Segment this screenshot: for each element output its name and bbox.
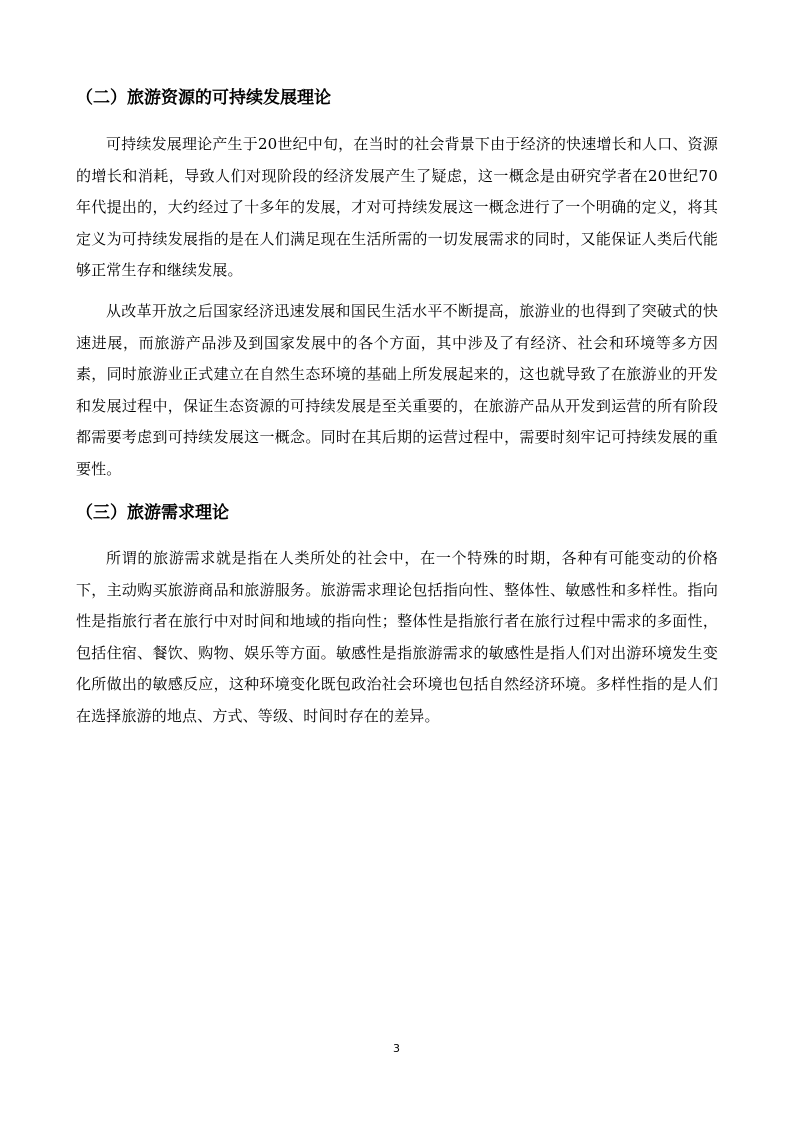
page-number: 3 xyxy=(393,1042,400,1055)
section-heading-sustainable-development: （二）旅游资源的可持续发展理论 xyxy=(76,88,331,108)
paragraph-sustainable-definition: 可持续发展理论产生于20世纪中旬，在当时的社会背景下由于经济的快速增长和人口、资源的增长和消耗，导致人们对现阶段的经济发展产生了疑虑，这一概念是由研究学者在20世纪70年代提出的，大约经过了十多年的发展，才对可持续发展这一概念进行了一个明确的定义，将其定义为可持续发展指的是在人们满足现在生活所需的一切发展需求的同时，又能保证人类后代能够正常生存和继续发展。 xyxy=(76,135,718,279)
paragraph-sustainable-tourism: 从改革开放之后国家经济迅速发展和国民生活水平不断提高，旅游业的也得到了突破式的快速进展，而旅游产品涉及到国家发展中的各个方面，其中涉及了有经济、社会和环境等多方因素，同时旅游业正式建立在自然生态环境的基础上所发展起来的，这也就导致了在旅游业的开发和发展过程中，保证生态资源的可持续发展是至关重要的，在旅游产品从开发到运营的所有阶段都需要考虑到可持续发展这一概念。同时在其后期的运营过程中，需要时刻牢记可持续发展的重要性。 xyxy=(76,302,718,478)
section-heading-tourism-demand: （三）旅游需求理论 xyxy=(76,503,229,523)
paragraph-tourism-demand: 所谓的旅游需求就是指在人类所处的社会中，在一个特殊的时期，各种有可能变动的价格下，主动购买旅游商品和旅游服务。旅游需求理论包括指向性、整体性、敏感性和多样性。指向性是指旅行者在旅行中对时间和地域的指向性；整体性是指旅行者在旅行过程中需求的多面性，包括住宿、餐饮、购物、娱乐等方面。敏感性是指旅游需求的敏感性是指人们对出游环境发生变化所做出的敏感反应，这种环境变化既包政治社会环境也包括自然经济环境。多样性指的是人们在选择旅游的地点、方式、等级、时间时存在的差异。 xyxy=(76,549,718,725)
